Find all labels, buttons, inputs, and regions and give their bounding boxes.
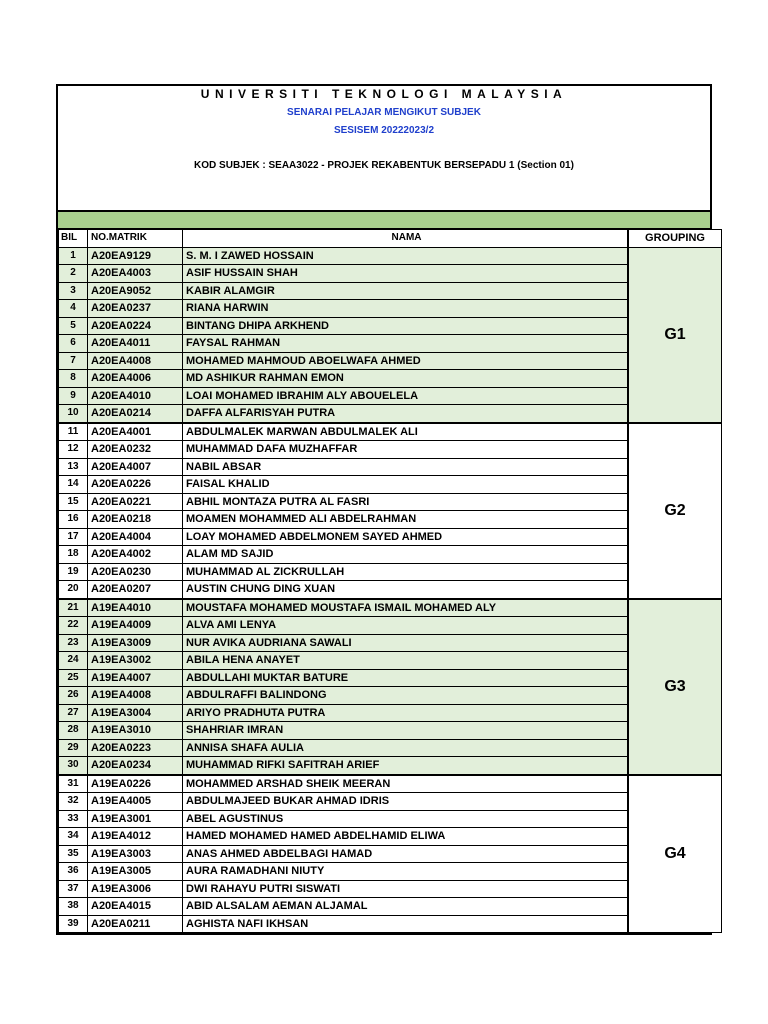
matrik-number: A19EA0226 [88,775,183,793]
student-name: AUSTIN CHUNG DING XUAN [183,581,629,599]
group-label: G4 [628,775,722,933]
student-name: DWI RAHAYU PUTRI SISWATI [183,880,629,898]
student-name: ANAS AHMED ABDELBAGI HAMAD [183,845,629,863]
table-row [59,370,722,388]
row-number: 17 [59,528,88,546]
list-title: SENARAI PELAJAR MENGIKUT SUBJEK [287,107,481,118]
row-number: 16 [59,511,88,529]
sheet-header [58,86,710,212]
row-number: 4 [59,300,88,318]
student-name: NABIL ABSAR [183,458,629,476]
table-row [59,335,722,353]
row-number: 33 [59,810,88,828]
table-row [59,423,722,441]
student-name: ASIF HUSSAIN SHAH [183,265,629,283]
matrik-number: A20EA0230 [88,563,183,581]
student-name: ABDULMAJEED BUKAR AHMAD IDRIS [183,793,629,811]
matrik-number: A20EA0214 [88,405,183,423]
student-name: NUR AVIKA AUDRIANA SAWALI [183,634,629,652]
matrik-number: A20EA4015 [88,898,183,916]
student-name: ANNISA SHAFA AULIA [183,739,629,757]
student-name: ALVA AMI LENYA [183,617,629,635]
green-separator-band [58,212,710,229]
matrik-number: A20EA0221 [88,493,183,511]
row-number: 28 [59,722,88,740]
matrik-number: A20EA9052 [88,282,183,300]
table-row [59,317,722,335]
session-label: SESISEM 20222023/2 [333,125,435,136]
row-number: 14 [59,476,88,494]
row-number: 25 [59,669,88,687]
table-row [59,352,722,370]
row-number: 26 [59,687,88,705]
university-name: UNIVERSITI TEKNOLOGI MALAYSIA [200,87,568,101]
matrik-number: A20EA0218 [88,511,183,529]
student-table [58,229,722,933]
matrik-number: A20EA9129 [88,247,183,265]
table-row [59,282,722,300]
matrik-number: A19EA4010 [88,599,183,617]
student-name: ABDULRAFFI BALINDONG [183,687,629,705]
matrik-number: A19EA4007 [88,669,183,687]
table-row [59,634,722,652]
matrik-number: A19EA4008 [88,687,183,705]
student-name: SHAHRIAR IMRAN [183,722,629,740]
matrik-number: A19EA4005 [88,793,183,811]
table-row [59,704,722,722]
row-number: 38 [59,898,88,916]
student-name: MUHAMMAD AL ZICKRULLAH [183,563,629,581]
student-name: MUHAMMAD DAFA MUZHAFFAR [183,441,629,459]
matrik-number: A20EA0226 [88,476,183,494]
student-name: S. M. I ZAWED HOSSAIN [183,247,629,265]
row-number: 9 [59,387,88,405]
table-row [59,810,722,828]
row-number: 7 [59,352,88,370]
matrik-number: A20EA0237 [88,300,183,318]
table-row [59,652,722,670]
table-row [59,511,722,529]
subject-code-line: KOD SUBJEK : SEAA3022 - PROJEK REKABENTUK BERSEPADU 1 (Section 01) [194,160,574,171]
student-name: MOUSTAFA MOHAMED MOUSTAFA ISMAIL MOHAMED ALY [183,599,629,617]
student-name: FAYSAL RAHMAN [183,335,629,353]
table-row [59,722,722,740]
matrik-number: A20EA4008 [88,352,183,370]
col-header-bil: BIL [59,230,88,248]
matrik-number: A20EA0224 [88,317,183,335]
matrik-number: A20EA4001 [88,423,183,441]
row-number: 3 [59,282,88,300]
student-name: ABHIL MONTAZA PUTRA AL FASRI [183,493,629,511]
table-row [59,300,722,318]
row-number: 5 [59,317,88,335]
student-name: RIANA HARWIN [183,300,629,318]
matrik-number: A20EA0223 [88,739,183,757]
table-row [59,757,722,775]
row-number: 12 [59,441,88,459]
row-number: 29 [59,739,88,757]
student-name: MOHAMMED ARSHAD SHEIK MEERAN [183,775,629,793]
table-row [59,405,722,423]
student-name: AGHISTA NAFI IKHSAN [183,915,629,933]
row-number: 11 [59,423,88,441]
matrik-number: A19EA3004 [88,704,183,722]
matrik-number: A19EA4009 [88,617,183,635]
row-number: 24 [59,652,88,670]
table-row [59,880,722,898]
matrik-number: A20EA4002 [88,546,183,564]
table-row [59,669,722,687]
matrik-number: A20EA4006 [88,370,183,388]
matrik-number: A20EA0211 [88,915,183,933]
table-row [59,617,722,635]
row-number: 34 [59,828,88,846]
table-row [59,493,722,511]
table-row [59,845,722,863]
table-row [59,828,722,846]
row-number: 31 [59,775,88,793]
matrik-number: A19EA3002 [88,652,183,670]
row-number: 36 [59,863,88,881]
matrik-number: A20EA0234 [88,757,183,775]
row-number: 1 [59,247,88,265]
matrik-number: A19EA4012 [88,828,183,846]
table-row [59,528,722,546]
table-row [59,739,722,757]
student-name: ABEL AGUSTINUS [183,810,629,828]
row-number: 39 [59,915,88,933]
student-name: ABDULLAHI MUKTAR BATURE [183,669,629,687]
table-row [59,793,722,811]
table-row [59,476,722,494]
col-header-nama: NAMA [183,230,629,248]
row-number: 32 [59,793,88,811]
student-name: MOAMEN MOHAMMED ALI ABDELRAHMAN [183,511,629,529]
matrik-number: A19EA3005 [88,863,183,881]
group-label: G3 [628,599,722,775]
table-header-row [59,230,722,248]
student-name: BINTANG DHIPA ARKHEND [183,317,629,335]
row-number: 13 [59,458,88,476]
row-number: 8 [59,370,88,388]
row-number: 6 [59,335,88,353]
table-row [59,563,722,581]
col-header-matrik: NO.MATRIK [88,230,183,248]
table-row [59,775,722,793]
student-name: KABIR ALAMGIR [183,282,629,300]
table-row [59,387,722,405]
student-name: LOAY MOHAMED ABDELMONEM SAYED AHMED [183,528,629,546]
student-name: MOHAMED MAHMOUD ABOELWAFA AHMED [183,352,629,370]
col-header-grouping: GROUPING [628,230,722,248]
row-number: 21 [59,599,88,617]
student-name: FAISAL KHALID [183,476,629,494]
matrik-number: A19EA3009 [88,634,183,652]
student-name: MD ASHIKUR RAHMAN EMON [183,370,629,388]
table-row [59,546,722,564]
row-number: 2 [59,265,88,283]
group-label: G1 [628,247,722,423]
matrik-number: A20EA4004 [88,528,183,546]
matrik-number: A19EA3003 [88,845,183,863]
table-row [59,458,722,476]
table-row [59,898,722,916]
table-row [59,265,722,283]
matrik-number: A20EA0232 [88,441,183,459]
student-name: ABILA HENA ANAYET [183,652,629,670]
matrik-number: A19EA3010 [88,722,183,740]
table-row [59,687,722,705]
table-row [59,599,722,617]
matrik-number: A19EA3001 [88,810,183,828]
student-name: ARIYO PRADHUTA PUTRA [183,704,629,722]
student-name: AURA RAMADHANI NIUTY [183,863,629,881]
student-name: HAMED MOHAMED HAMED ABDELHAMID ELIWA [183,828,629,846]
student-rows [59,247,722,933]
matrik-number: A20EA4007 [88,458,183,476]
group-label: G2 [628,423,722,599]
row-number: 23 [59,634,88,652]
student-list-sheet [56,84,712,935]
row-number: 19 [59,563,88,581]
table-row [59,581,722,599]
matrik-number: A20EA4010 [88,387,183,405]
row-number: 27 [59,704,88,722]
row-number: 10 [59,405,88,423]
table-row [59,441,722,459]
matrik-number: A20EA0207 [88,581,183,599]
student-name: DAFFA ALFARISYAH PUTRA [183,405,629,423]
row-number: 22 [59,617,88,635]
row-number: 18 [59,546,88,564]
row-number: 20 [59,581,88,599]
matrik-number: A19EA3006 [88,880,183,898]
table-row [59,863,722,881]
row-number: 35 [59,845,88,863]
student-name: ALAM MD SAJID [183,546,629,564]
table-row [59,247,722,265]
table-row [59,915,722,933]
row-number: 37 [59,880,88,898]
row-number: 15 [59,493,88,511]
student-name: MUHAMMAD RIFKI SAFITRAH ARIEF [183,757,629,775]
row-number: 30 [59,757,88,775]
student-name: ABID ALSALAM AEMAN ALJAMAL [183,898,629,916]
student-name: LOAI MOHAMED IBRAHIM ALY ABOUELELA [183,387,629,405]
matrik-number: A20EA4011 [88,335,183,353]
matrik-number: A20EA4003 [88,265,183,283]
student-name: ABDULMALEK MARWAN ABDULMALEK ALI [183,423,629,441]
